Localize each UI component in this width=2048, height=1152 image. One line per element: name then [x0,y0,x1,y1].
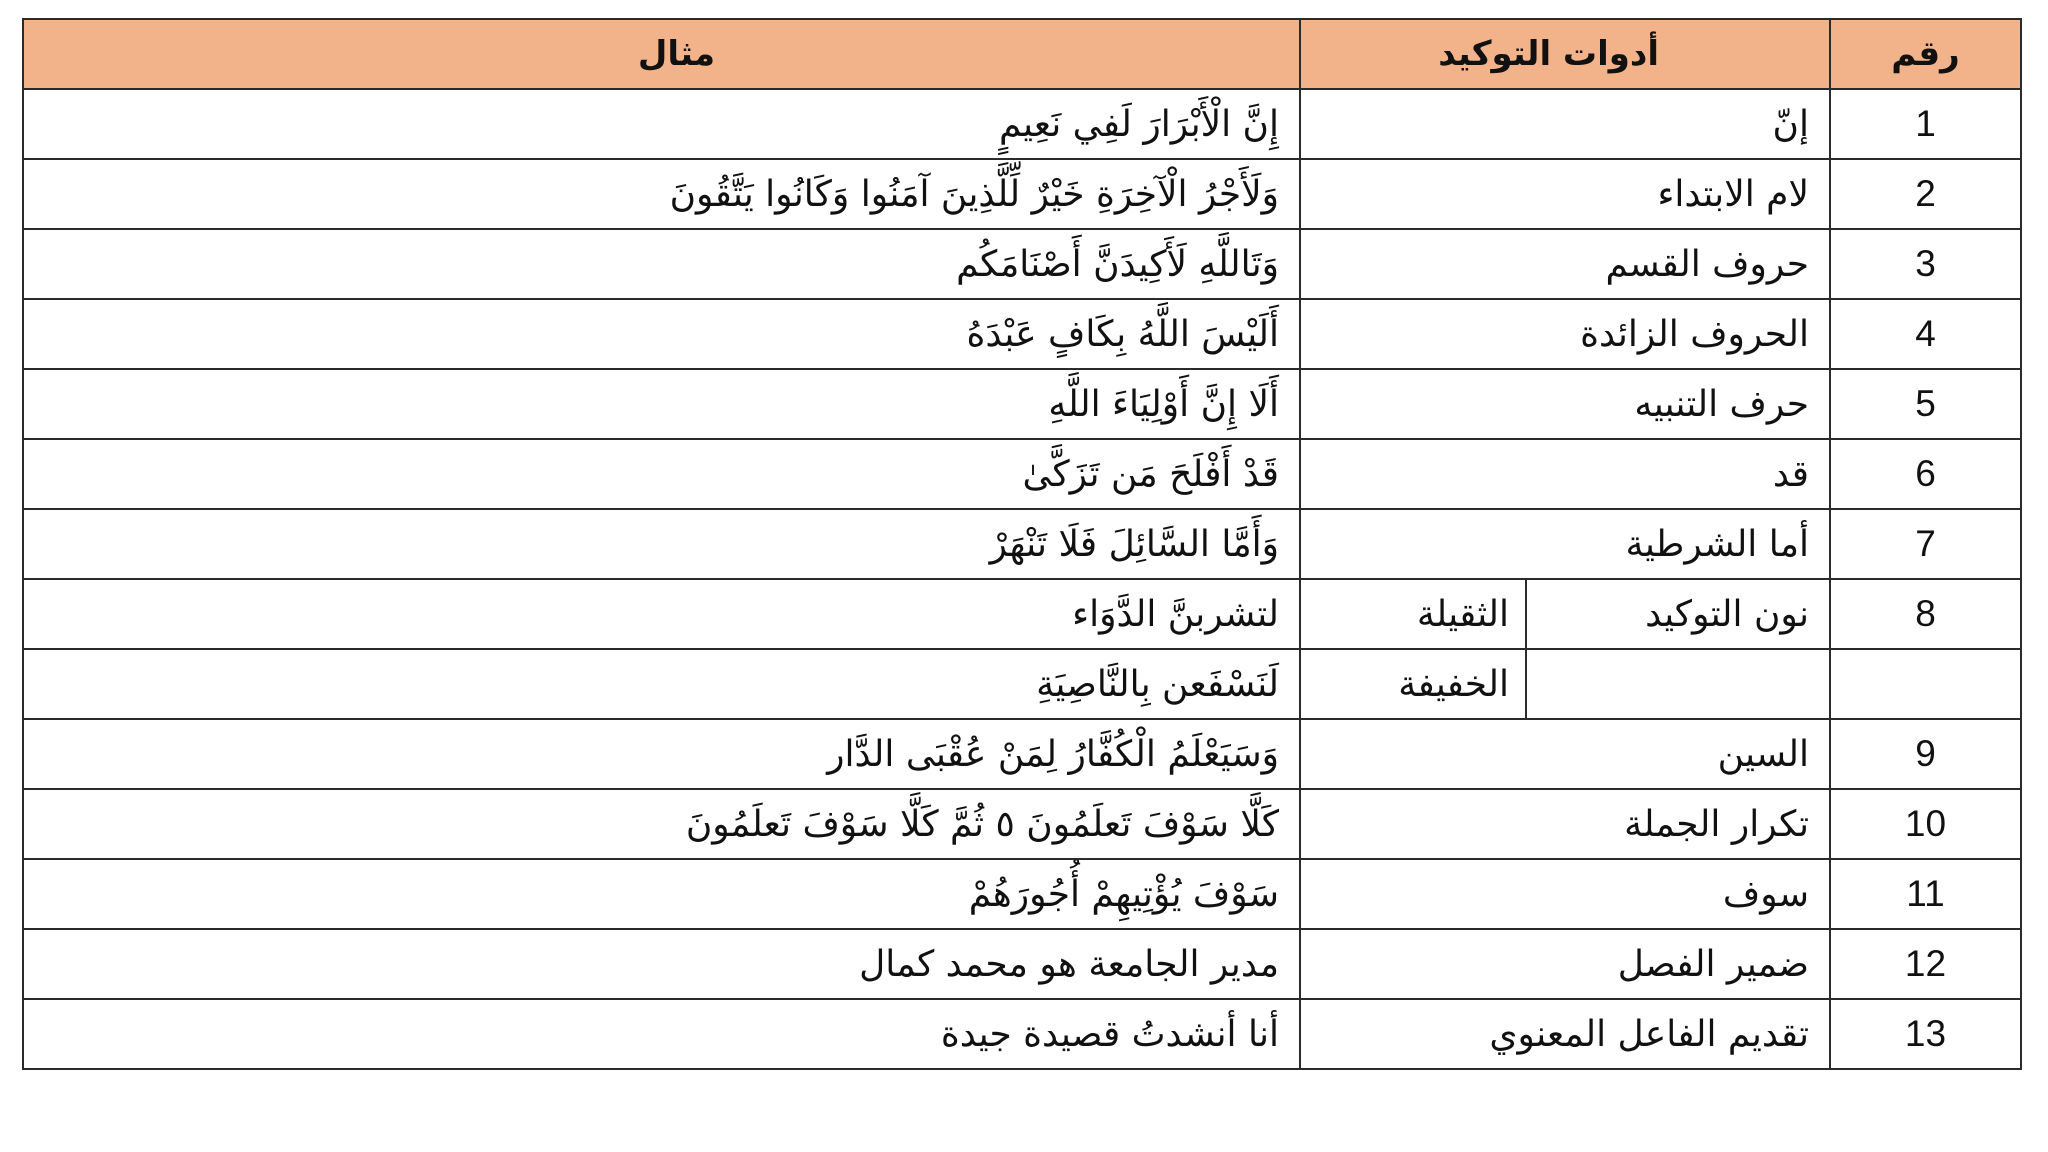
example-cell: أنا أنشدتُ قصيدة جيدة [23,999,1300,1069]
table-row [23,649,2021,719]
example-cell: سَوْفَ يُؤْتِيهِمْ أُجُورَهُمْ [23,859,1300,929]
table-row [23,999,2021,1069]
tool-cell: أما الشرطية [1300,509,1830,579]
example-cell: أَلَيْسَ اللَّهُ بِكَافٍ عَبْدَهُ [23,299,1300,369]
tool-cell: تقديم الفاعل المعنوي [1300,999,1830,1069]
table-row [23,159,2021,229]
tool-cell: إنّ [1300,89,1830,159]
table-row [23,929,2021,999]
tool-cell [1526,649,1830,719]
number-cell: 9 [1830,719,2021,789]
number-cell: 13 [1830,999,2021,1069]
number-cell: 6 [1830,439,2021,509]
table-row [23,229,2021,299]
number-cell: 7 [1830,509,2021,579]
example-cell: لَنَسْفَعن بِالنَّاصِيَةِ [23,649,1300,719]
tool-cell: حروف القسم [1300,229,1830,299]
table-row [23,859,2021,929]
number-cell: 4 [1830,299,2021,369]
header-number: رقم [1830,19,2021,89]
example-cell: قَدْ أَفْلَحَ مَن تَزَكَّىٰ [23,439,1300,509]
example-cell: لتشربنَّ الدَّوَاء [23,579,1300,649]
example-cell: وَسَيَعْلَمُ الْكُفَّارُ لِمَنْ عُقْبَى الدَّار [23,719,1300,789]
tool-cell: حرف التنبيه [1300,369,1830,439]
tool-cell: السين [1300,719,1830,789]
number-cell: 5 [1830,369,2021,439]
number-cell: 2 [1830,159,2021,229]
example-cell: وَلَأَجْرُ الْآخِرَةِ خَيْرٌ لِّلَّذِينَ آمَنُوا وَكَانُوا يَتَّقُونَ [23,159,1300,229]
subtype-cell: الثقيلة [1300,579,1526,649]
table-row [23,509,2021,579]
header-example: مثال [23,19,1300,89]
table-row [23,579,2021,649]
number-cell: 12 [1830,929,2021,999]
table-row [23,719,2021,789]
tool-cell: ضمير الفصل [1300,929,1830,999]
header-row [23,19,2021,89]
table-row [23,439,2021,509]
table-row [23,299,2021,369]
tool-cell: قد [1300,439,1830,509]
number-cell: 11 [1830,859,2021,929]
header-tool: أدوات التوكيد [1300,19,1830,89]
example-cell: إِنَّ الْأَبْرَارَ لَفِي نَعِيمٍ [23,89,1300,159]
subtype-cell: الخفيفة [1300,649,1526,719]
tool-cell: لام الابتداء [1300,159,1830,229]
emphasis-tools-table [22,18,2022,1070]
table-row [23,89,2021,159]
example-cell: كَلَّا سَوْفَ تَعلَمُونَ ٥ ثُمَّ كَلَّا سَوْفَ تَعلَمُونَ [23,789,1300,859]
number-cell [1830,649,2021,719]
table-row [23,369,2021,439]
example-cell: مدير الجامعة هو محمد كمال [23,929,1300,999]
number-cell: 8 [1830,579,2021,649]
tool-cell: تكرار الجملة [1300,789,1830,859]
number-cell: 3 [1830,229,2021,299]
tool-cell: الحروف الزائدة [1300,299,1830,369]
example-cell: وَتَاللَّهِ لَأَكِيدَنَّ أَصْنَامَكُم [23,229,1300,299]
number-cell: 1 [1830,89,2021,159]
tool-cell: سوف [1300,859,1830,929]
number-cell: 10 [1830,789,2021,859]
table-row [23,789,2021,859]
tool-cell: نون التوكيد [1526,579,1830,649]
example-cell: أَلَا إِنَّ أَوْلِيَاءَ اللَّهِ [23,369,1300,439]
example-cell: وَأَمَّا السَّائِلَ فَلَا تَنْهَرْ [23,509,1300,579]
